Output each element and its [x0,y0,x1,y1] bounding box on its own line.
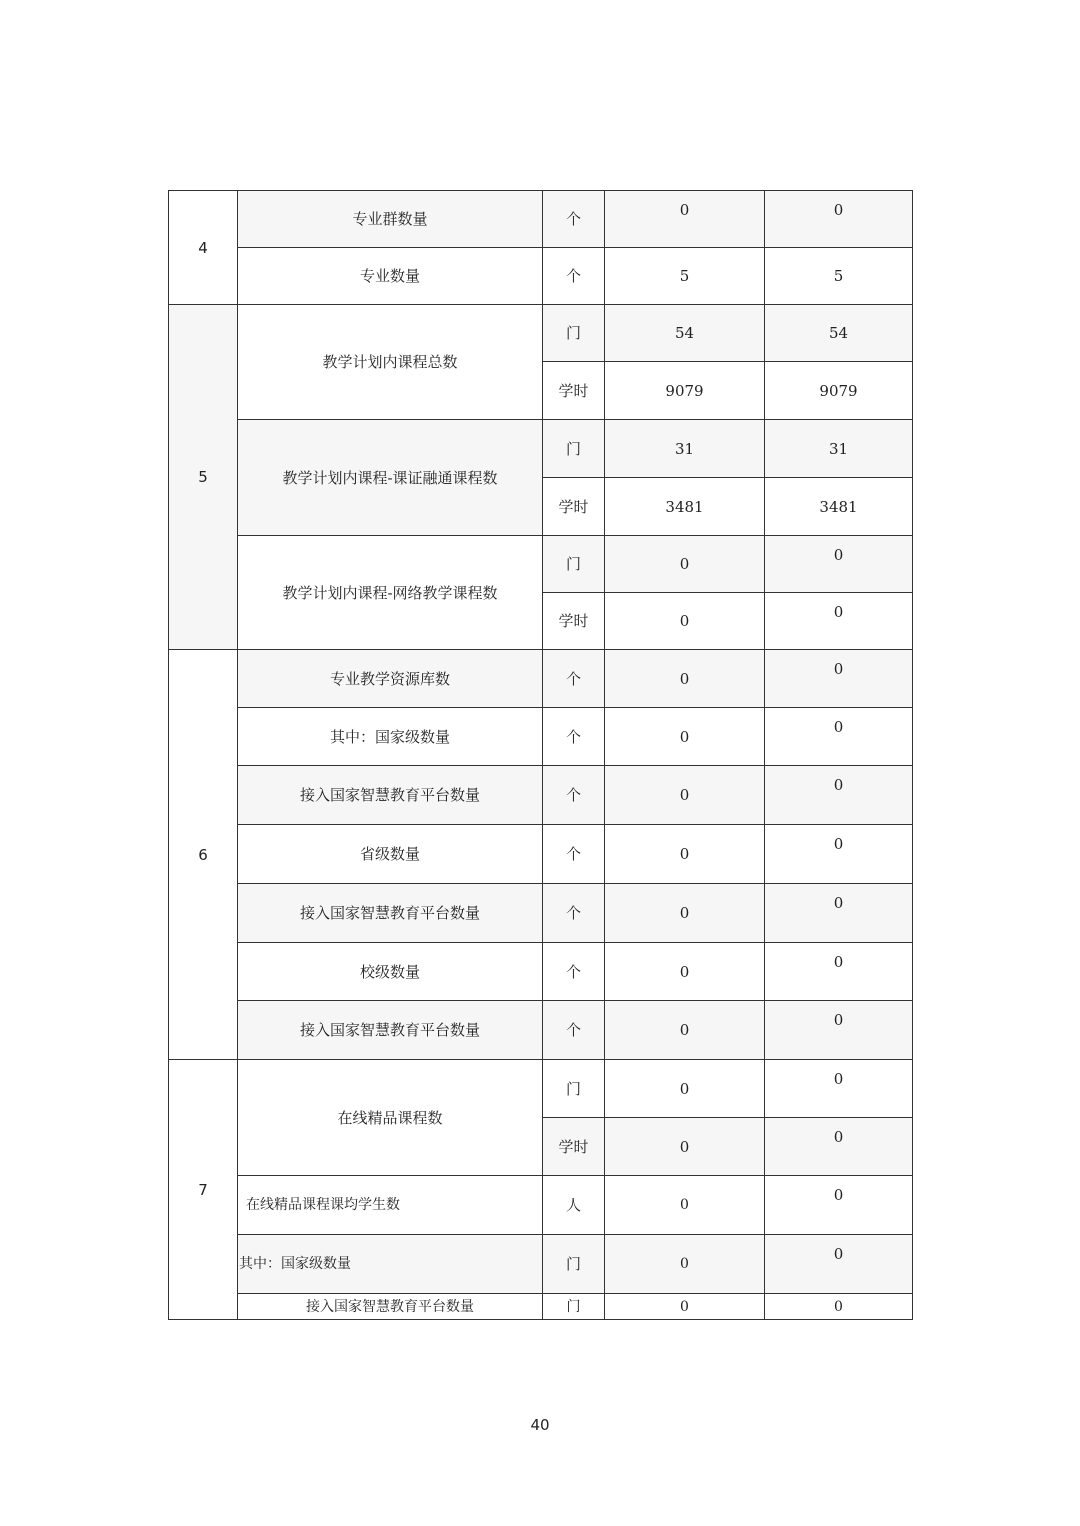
value-cell-2: 0 [765,593,913,650]
item-name: 教学计划内课程-课证融通课程数 [238,420,543,536]
unit-cell: 学时 [543,362,605,420]
value-cell-1: 0 [605,593,765,650]
unit-cell: 个 [543,191,605,248]
table-row [169,1060,913,1118]
item-name: 教学计划内课程总数 [238,305,543,420]
item-name: 专业群数量 [238,191,543,248]
unit-cell: 门 [543,1294,605,1320]
value-cell-2: 0 [765,1294,913,1320]
value-cell-1: 54 [605,305,765,362]
item-name: 接入国家智慧教育平台数量 [238,766,543,825]
table-row [169,536,913,593]
row-number: 7 [169,1060,238,1320]
unit-cell: 门 [543,420,605,478]
item-name: 专业教学资源库数 [238,650,543,708]
item-name: 教学计划内课程-网络教学课程数 [238,536,543,650]
value-cell-2: 0 [765,1118,913,1176]
value-cell-2: 3481 [765,478,913,536]
table-row [169,766,913,825]
table-row [169,1294,913,1320]
row-number: 5 [169,305,238,650]
table-row [169,1001,913,1060]
row-number: 4 [169,191,238,305]
item-name: 在线精品课程课均学生数 [238,1176,543,1235]
value-cell-1: 0 [605,708,765,766]
value-cell-2: 0 [765,708,913,766]
item-name: 接入国家智慧教育平台数量 [238,1294,543,1320]
value-cell-2: 0 [765,536,913,593]
value-cell-1: 0 [605,1176,765,1235]
value-cell-1: 0 [605,191,765,248]
unit-cell: 个 [543,650,605,708]
item-name: 校级数量 [238,943,543,1001]
value-cell-2: 0 [765,943,913,1001]
row-number: 6 [169,650,238,1060]
unit-cell: 个 [543,825,605,884]
value-cell-1: 0 [605,943,765,1001]
unit-cell: 门 [543,305,605,362]
value-cell-1: 0 [605,1060,765,1118]
value-cell-1: 0 [605,1118,765,1176]
value-cell-1: 9079 [605,362,765,420]
value-cell-2: 9079 [765,362,913,420]
value-cell-2: 0 [765,1176,913,1235]
item-name: 在线精品课程数 [238,1060,543,1176]
item-name: 专业数量 [238,248,543,305]
value-cell-1: 0 [605,825,765,884]
unit-cell: 门 [543,536,605,593]
value-cell-1: 31 [605,420,765,478]
item-name: 接入国家智慧教育平台数量 [238,884,543,943]
value-cell-2: 0 [765,884,913,943]
table-row [169,248,913,305]
value-cell-1: 0 [605,766,765,825]
statistics-table [168,190,913,1320]
table-row [169,420,913,478]
item-name: 省级数量 [238,825,543,884]
value-cell-1: 0 [605,536,765,593]
table-row [169,708,913,766]
value-cell-2: 31 [765,420,913,478]
unit-cell: 个 [543,884,605,943]
value-cell-2: 0 [765,766,913,825]
table-row [169,943,913,1001]
unit-cell: 门 [543,1060,605,1118]
table-row [169,825,913,884]
table-row [169,1235,913,1294]
value-cell-1: 0 [605,650,765,708]
value-cell-2: 0 [765,1060,913,1118]
table-row [169,191,913,248]
value-cell-2: 0 [765,191,913,248]
value-cell-1: 0 [605,1294,765,1320]
value-cell-2: 0 [765,650,913,708]
item-name: 其中：国家级数量 [238,708,543,766]
unit-cell: 个 [543,943,605,1001]
table-row [169,1176,913,1235]
item-name: 其中：国家级数量 [238,1235,543,1294]
table-row [169,305,913,362]
unit-cell: 学时 [543,593,605,650]
unit-cell: 学时 [543,1118,605,1176]
table-row [169,884,913,943]
value-cell-1: 0 [605,1001,765,1060]
unit-cell: 个 [543,248,605,305]
table-row [169,650,913,708]
unit-cell: 学时 [543,478,605,536]
value-cell-1: 0 [605,1235,765,1294]
value-cell-2: 5 [765,248,913,305]
unit-cell: 个 [543,1001,605,1060]
value-cell-2: 54 [765,305,913,362]
unit-cell: 个 [543,766,605,825]
item-name: 接入国家智慧教育平台数量 [238,1001,543,1060]
unit-cell: 人 [543,1176,605,1235]
value-cell-2: 0 [765,825,913,884]
unit-cell: 个 [543,708,605,766]
unit-cell: 门 [543,1235,605,1294]
page-number: 40 [530,1416,550,1434]
value-cell-1: 0 [605,884,765,943]
value-cell-2: 0 [765,1001,913,1060]
value-cell-2: 0 [765,1235,913,1294]
value-cell-1: 3481 [605,478,765,536]
value-cell-1: 5 [605,248,765,305]
